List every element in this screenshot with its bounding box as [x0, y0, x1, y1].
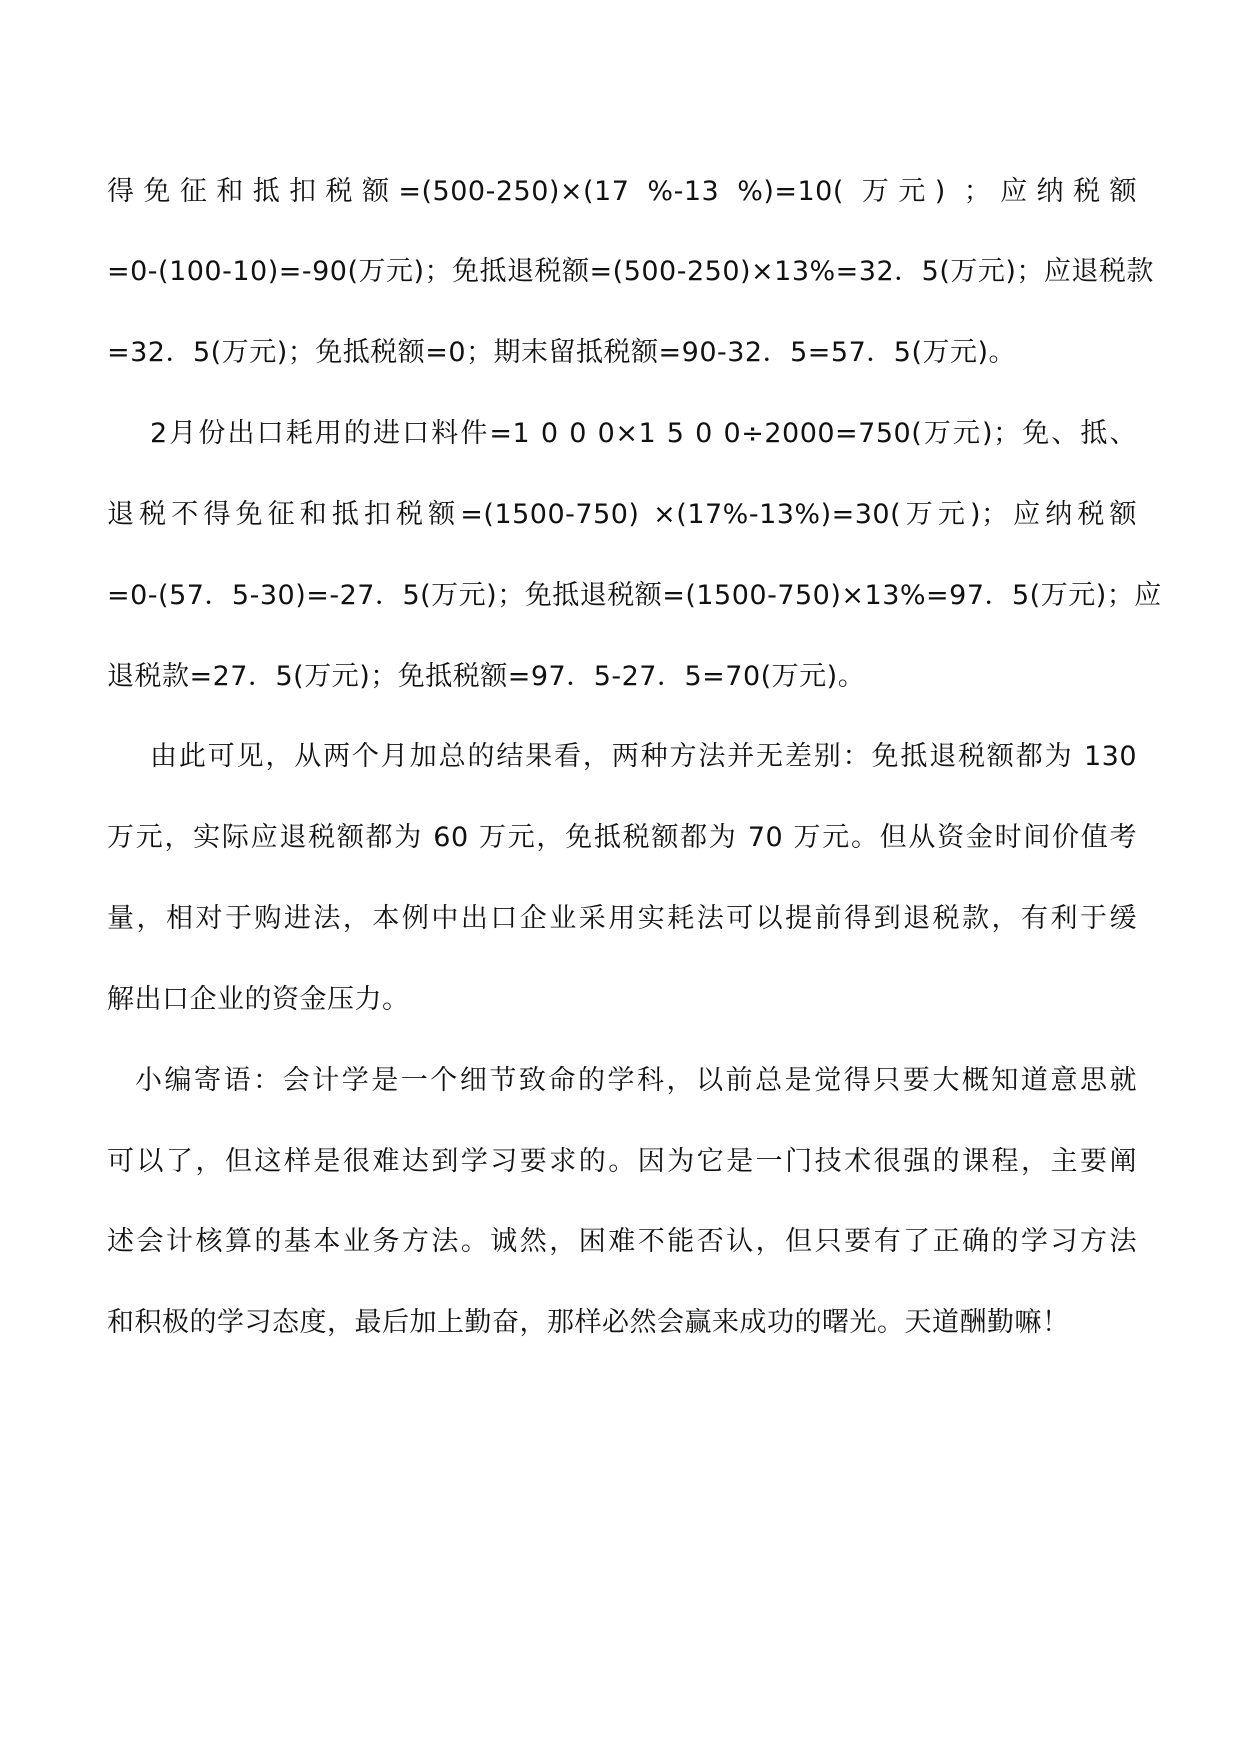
paragraph-1-line-1: 得免征和抵扣税额=(500-250)×(17 %-13 %)=10( 万元) ；应纳税额 [107, 176, 1137, 207]
paragraph-2-line-2: 退税不得免征和抵扣税额=(1500-750) ×(17%-13%)=30(万元)；应纳税额 [107, 499, 1137, 530]
paragraph-3-line-1: 由此可见，从两个月加总的结果看，两种方法并无差别：免抵退税额都为 130 [150, 741, 1137, 772]
paragraph-4-line-4: 和积极的学习态度，最后加上勤奋，那样必然会赢来成功的曙光。天道酬勤嘛！ [107, 1307, 1070, 1338]
paragraph-4-line-2: 可以了，但这样是很难达到学习要求的。因为它是一门技术很强的课程，主要阐 [107, 1146, 1137, 1177]
paragraph-2-line-4: 退税款=27．5(万元)；免抵税额=97．5-27．5=70(万元)。 [107, 661, 866, 692]
paragraph-3-line-3: 量，相对于购进法，本例中出口企业采用实耗法可以提前得到退税款，有利于缓 [107, 903, 1137, 934]
paragraph-3-line-4: 解出口企业的资金压力。 [107, 984, 410, 1015]
paragraph-2-line-3: =0-(57．5-30)=-27．5(万元)；免抵退税额=(1500-750)×13%=97．5(万元)；应 [107, 580, 1162, 611]
paragraph-1-line-3: =32．5(万元)；免抵税额=0；期末留抵税额=90-32．5=57．5(万元)。 [107, 337, 1017, 368]
paragraph-4-line-3: 述会计核算的基本业务方法。诚然，困难不能否认，但只要有了正确的学习方法 [107, 1226, 1137, 1257]
paragraph-2-line-1: 2月份出口耗用的进口料件=1 0 0 0×1 5 0 0÷2000=750(万元)；免、抵、 [150, 418, 1137, 449]
paragraph-1-line-2: =0-(100-10)=-90(万元)；免抵退税额=(500-250)×13%=32．5(万元)；应退税款 [107, 256, 1154, 287]
paragraph-3-line-2: 万元，实际应退税额都为 60 万元，免抵税额都为 70 万元。但从资金时间价值考 [107, 822, 1137, 853]
paragraph-4-line-1: 小编寄语：会计学是一个细节致命的学科，以前总是觉得只要大概知道意思就 [135, 1065, 1137, 1096]
